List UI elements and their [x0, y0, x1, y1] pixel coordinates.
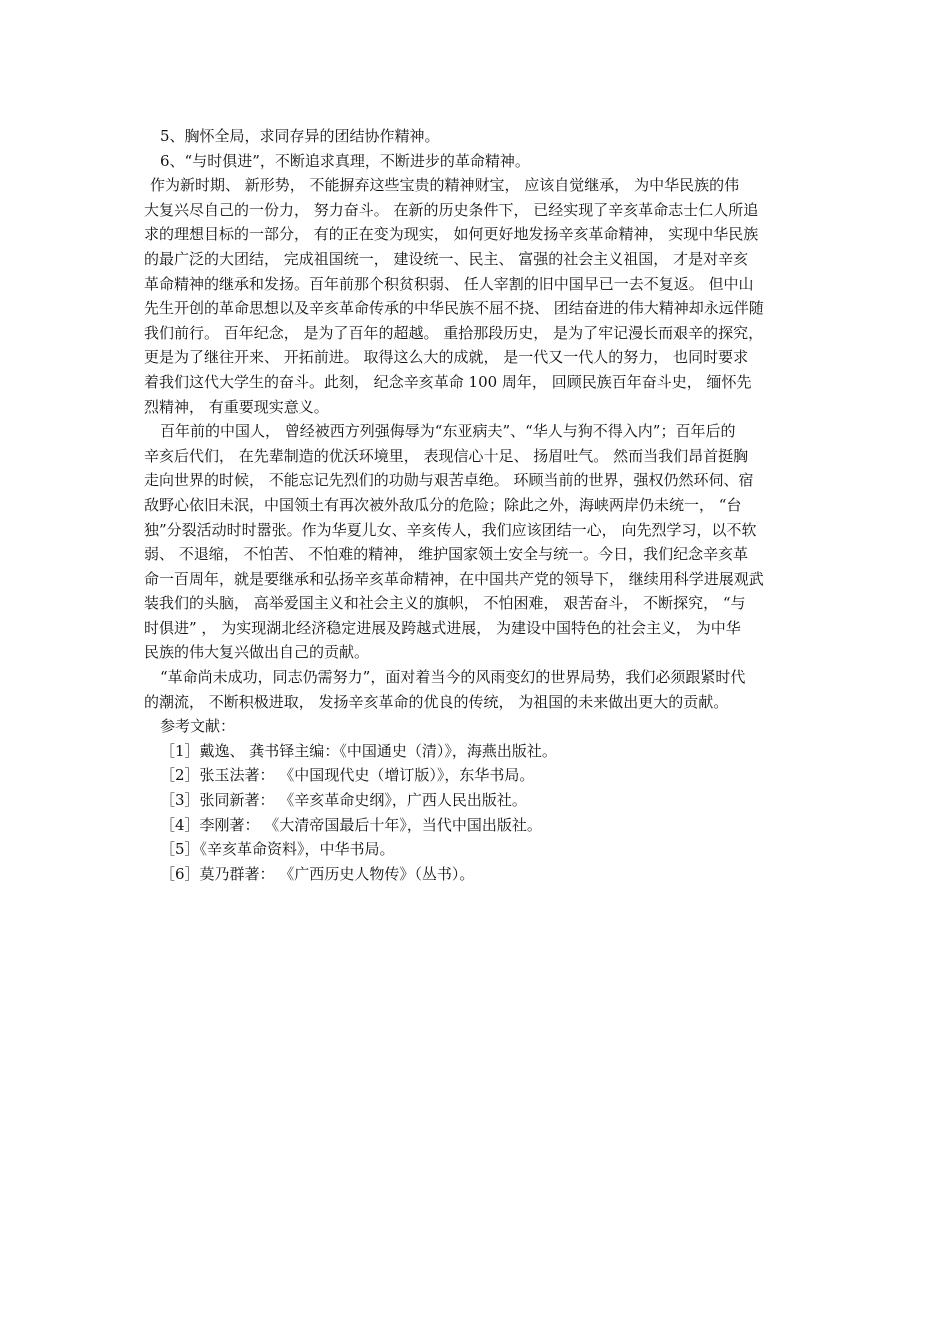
references-heading: 参考文献：: [160, 717, 236, 736]
paragraph-line: 作为新时期、 新形势， 不能摒弃这些宝贵的精神财宝， 应该自觉继承， 为中华民族的伟: [150, 176, 740, 195]
list-item-6: 6、“与时俱进”，不断追求真理，不断进步的革命精神。: [160, 151, 530, 170]
list-item-5: 5、胸怀全局，求同存异的团结协作精神。: [160, 127, 440, 145]
reference-item: ［2］张玉法著： 《中国现代史（增订版）》，东华书局。: [160, 766, 535, 785]
paragraph-line: “革命尚未成功，同志仍需努力”，面对着当今的风雨变幻的世界局势，我们必须跟紧时代: [160, 668, 746, 687]
reference-item: ［1］戴逸、 龚书铎主编：《中国通史（清）》，海燕出版社。: [160, 741, 557, 760]
document-body: [144, 124, 808, 886]
reference-item: ［3］张同新著： 《辛亥革命史纲》，广西人民出版社。: [160, 791, 527, 810]
paragraph-line: 民族的伟大复兴做出自己的贡献。: [144, 643, 370, 662]
paragraph-line: 辛亥后代们， 在先辈制造的优沃环境里， 表现信心十足、 扬眉吐气。 然而当我们昂首挺胸: [144, 446, 749, 465]
paragraph-line: 大复兴尽自己的一份力， 努力奋斗。 在新的历史条件下， 已经实现了辛亥革命志士仁人所追: [144, 200, 759, 219]
reference-item: ［4］李刚著： 《大清帝国最后十年》，当代中国出版社。: [160, 815, 542, 834]
reference-item: ［5］《辛亥革命资料》，中华书局。: [160, 840, 395, 859]
paragraph-line: 革命精神的继承和发扬。百年前那个积贫积弱、 任人宰割的旧中国早已一去不复返。 但中山: [144, 274, 754, 293]
paragraph-line: 烈精神， 有重要现实意义。: [144, 397, 329, 416]
paragraph-line: 更是为了继往开来、 开拓前进。 取得这么大的成就， 是一代又一代人的努力， 也同时要求: [144, 348, 749, 367]
paragraph-line: 弱、 不退缩， 不怕苦、 不怕难的精神， 维护国家领土安全与统一。今日，我们纪念辛亥革: [144, 545, 749, 564]
paragraph-line: 的最广泛的大团结， 完成祖国统一， 建设统一、民主、 富强的社会主义祖国， 才是对辛亥: [144, 249, 749, 268]
paragraph-line: 独”分裂活动时时嚣张。作为华夏儿女、辛亥传人，我们应该团结一心， 向先烈学习，以不软: [144, 520, 757, 539]
paragraph-line: 先生开创的革命思想以及辛亥革命传承的中华民族不屈不挠、 团结奋进的伟大精神却永远伴随: [144, 299, 764, 318]
paragraph-line: 着我们这代大学生的奋斗。此刻， 纪念辛亥革命 100 周年， 回顾民族百年奋斗史， 缅怀先: [144, 372, 752, 391]
paragraph-line: 走向世界的时候， 不能忘记先烈们的功勋与艰苦卓绝。 环顾当前的世界，强权仍然环伺、宿: [144, 471, 754, 490]
paragraph-line: 敌野心依旧未泯，中国领土有再次被外敌瓜分的危险；除此之外，海峡两岸仍未统一， “台: [144, 495, 742, 514]
reference-item: ［6］莫乃群著： 《广西历史人物传》（丛书）。: [160, 864, 475, 883]
paragraph-line: 的潮流， 不断积极进取， 发扬辛亥革命的优良的传统， 为祖国的未来做出更大的贡献。: [144, 692, 729, 711]
paragraph-line: 时俱进” ， 为实现湖北经济稳定进展及跨越式进展， 为建设中国特色的社会主义， 为中华: [144, 618, 741, 637]
paragraph-line: 命一百周年，就是要继承和弘扬辛亥革命精神，在中国共产党的领导下， 继续用科学进展观武: [144, 569, 764, 588]
paragraph-line: 我们前行。 百年纪念， 是为了百年的超越。 重拾那段历史， 是为了牢记漫长而艰辛的探究，: [144, 323, 764, 342]
paragraph-line: 百年前的中国人， 曾经被西方列强侮辱为“东亚病夫”、“华人与狗不得入内”；百年后的: [160, 422, 736, 441]
paragraph-line: 装我们的头脑， 高举爱国主义和社会主义的旗帜， 不怕困难， 艰苦奋斗， 不断探究， “与: [144, 594, 746, 613]
paragraph-line: 求的理想目标的一部分， 有的正在变为现实， 如何更好地发扬辛亥革命精神， 实现中华民族: [144, 225, 759, 244]
